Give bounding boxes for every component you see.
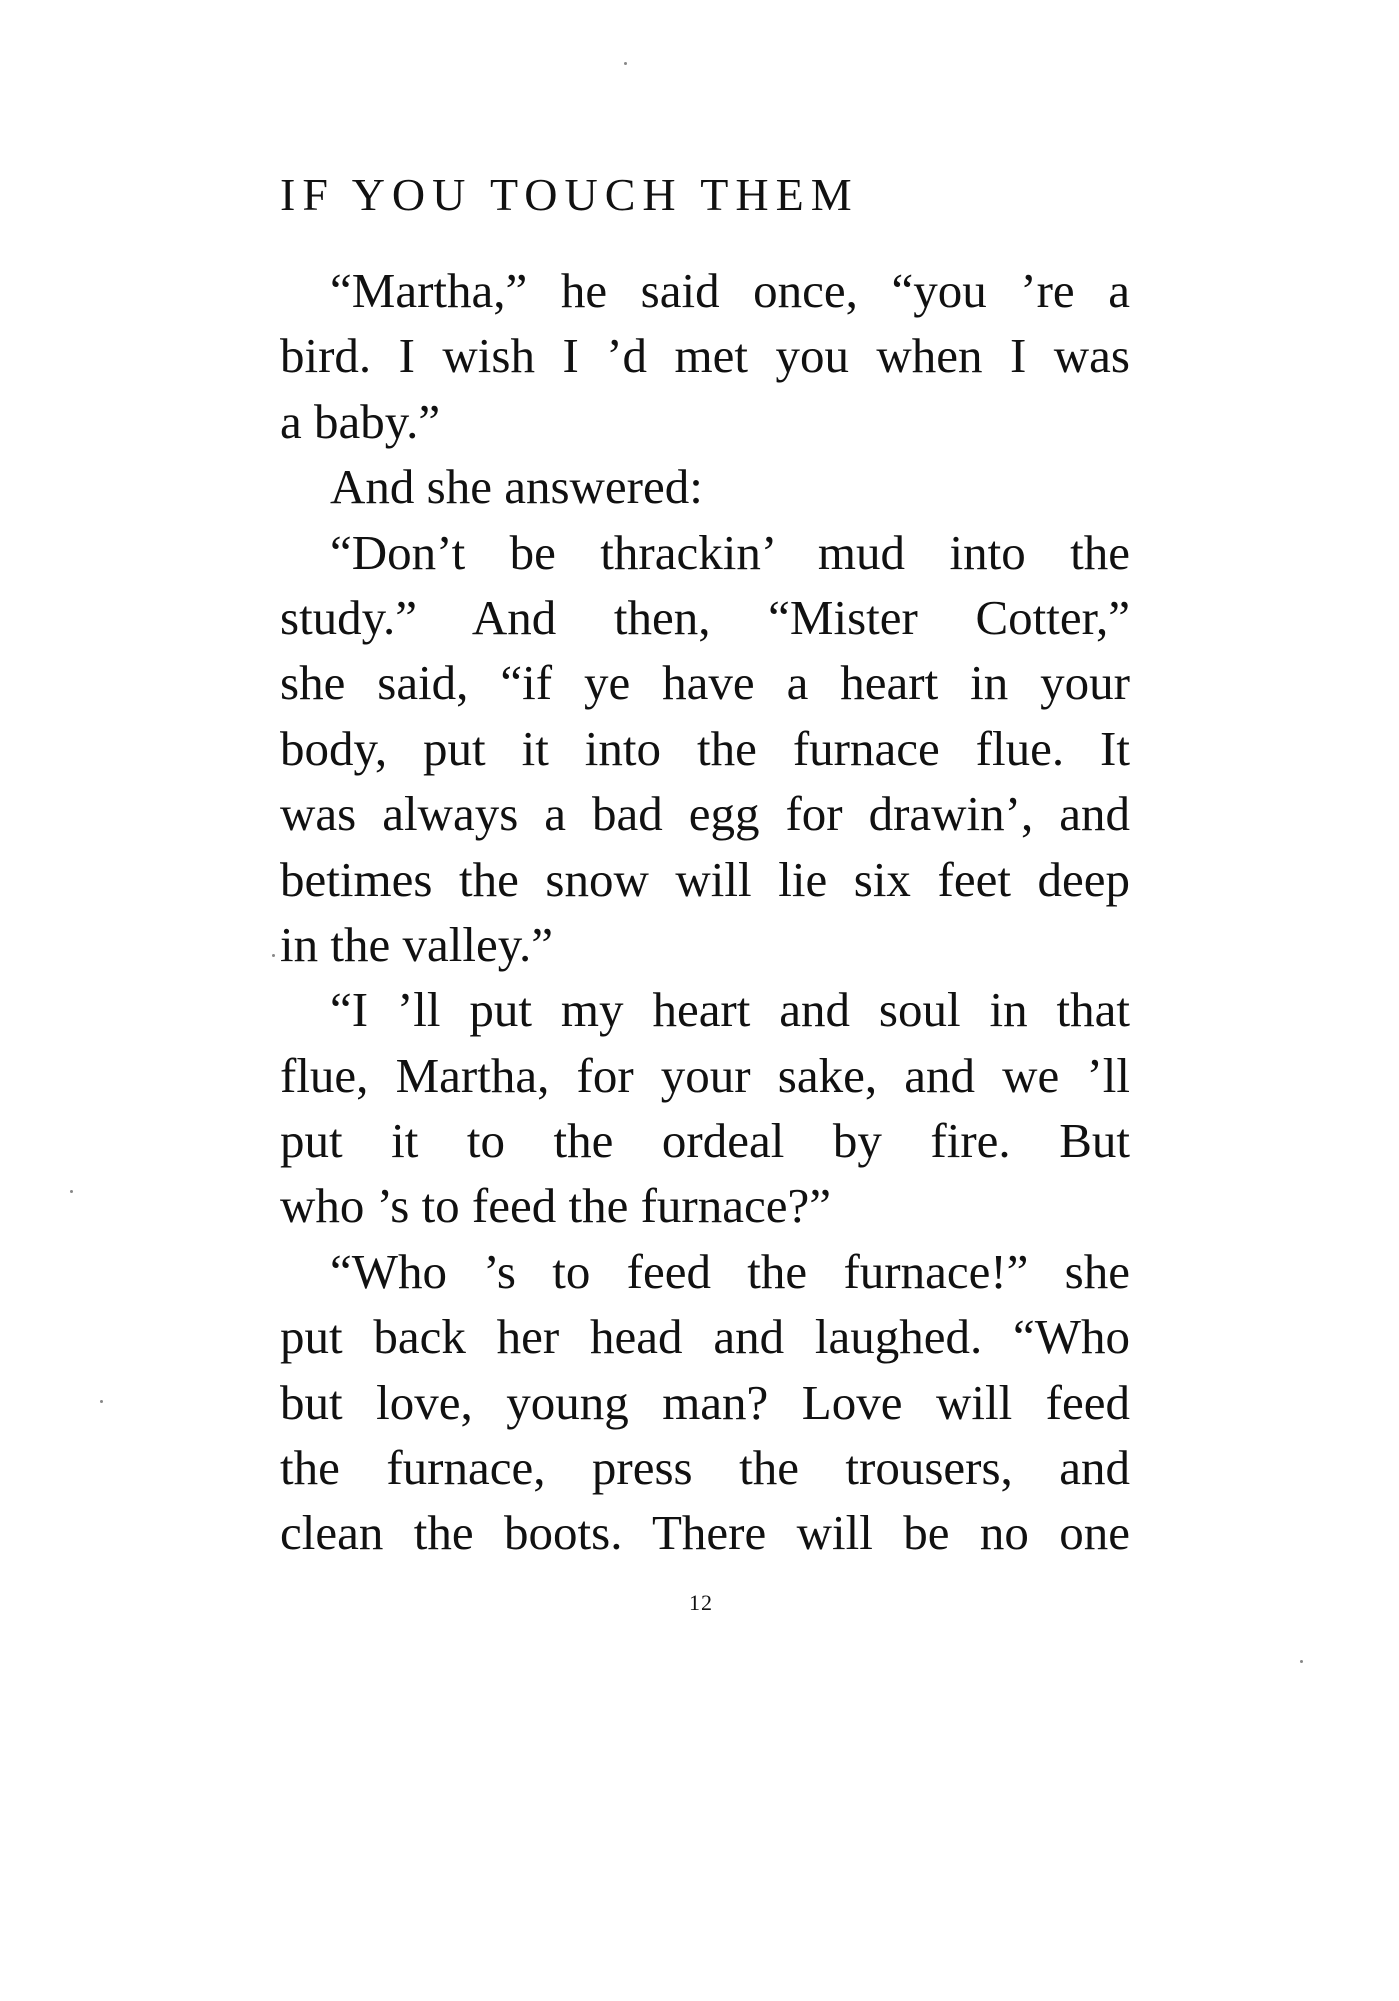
text-line: “Don’t be thrackin’ mud into the — [330, 524, 1130, 580]
text-line: bird. I wish I ’d met you when I was — [280, 328, 1130, 384]
text-line: flue, Martha, for your sake, and we ’ll — [280, 1047, 1130, 1103]
text-line: put back her head and laughed. “Who — [280, 1309, 1130, 1365]
text-line: put it to the ordeal by fire. But — [280, 1113, 1130, 1169]
running-head: IF YOU TOUCH THEM — [280, 169, 859, 220]
body-text — [280, 258, 1130, 1566]
paper-speck — [624, 62, 627, 65]
paper-speck — [100, 1400, 103, 1403]
paper-speck — [272, 954, 275, 957]
paper-speck — [70, 1190, 73, 1193]
text-line: she said, “if ye have a heart in your — [280, 655, 1130, 711]
page-number: 12 — [689, 1590, 713, 1615]
text-line: who ’s to feed the furnace?” — [280, 1178, 831, 1234]
text-line: betimes the snow will lie six feet deep — [280, 851, 1130, 907]
text-line: body, put it into the furnace flue. It — [280, 720, 1130, 776]
text-line: “I ’ll put my heart and soul in that — [330, 982, 1130, 1038]
text-line: And she answered: — [330, 459, 703, 515]
text-line: clean the boots. There will be no one — [280, 1505, 1130, 1561]
text-line: in the valley.” — [280, 916, 554, 972]
text-line: was always a bad egg for drawin’, and — [280, 786, 1130, 842]
text-line: the furnace, press the trousers, and — [280, 1440, 1130, 1496]
text-line: “Martha,” he said once, “you ’re a — [330, 263, 1130, 318]
text-line: a baby.” — [280, 393, 441, 449]
text-line: study.” And then, “Mister Cotter,” — [280, 589, 1130, 645]
text-line: “Who ’s to feed the furnace!” she — [330, 1243, 1130, 1299]
text-line: but love, young man? Love will feed — [280, 1374, 1130, 1430]
paper-speck — [1300, 1660, 1303, 1663]
